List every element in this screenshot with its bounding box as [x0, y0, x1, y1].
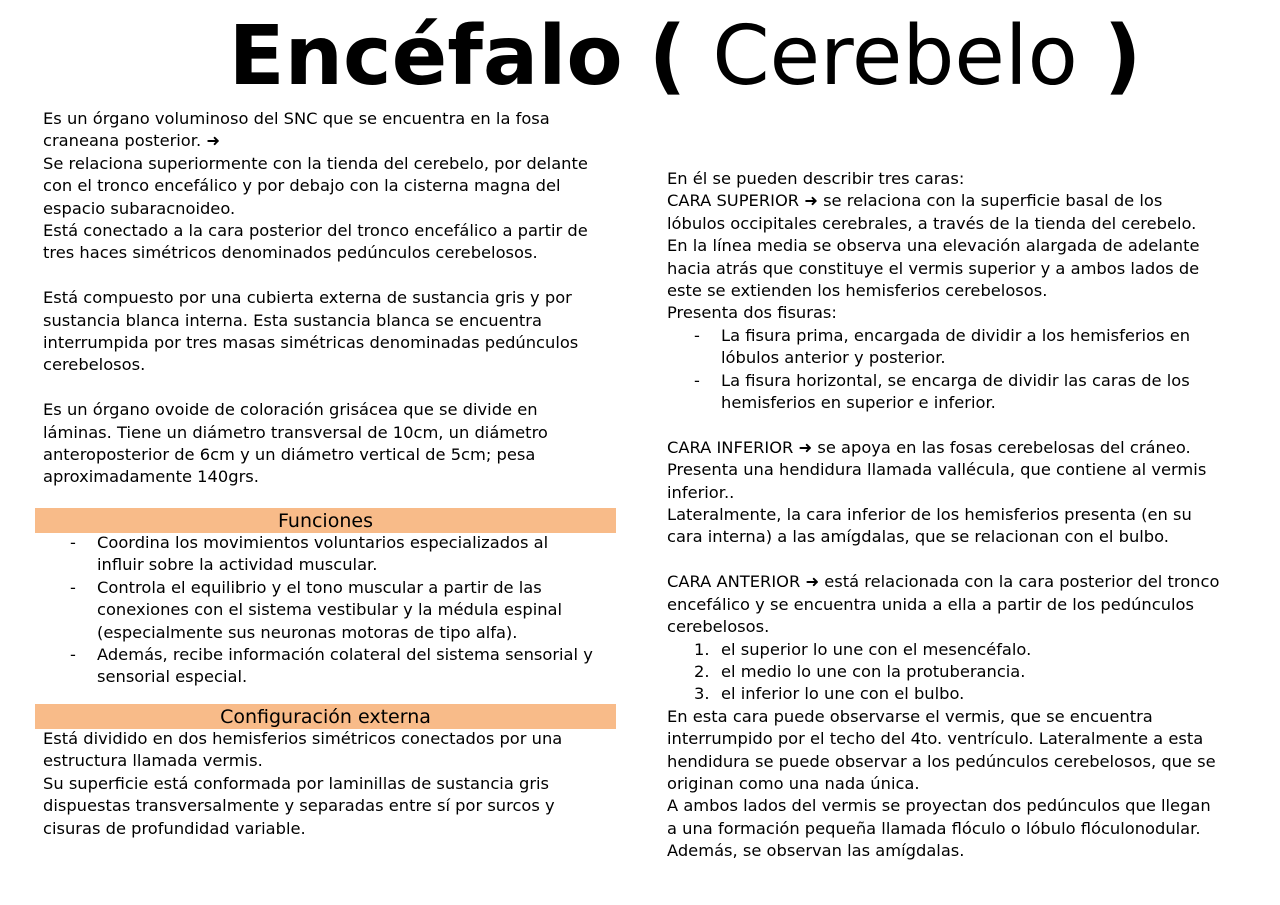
title-close-paren: ) — [1103, 9, 1142, 104]
list-item — [667, 683, 1247, 705]
text-line: Está conectado a la cara posterior del tronco encefálico a partir de — [43, 221, 588, 241]
funciones-list — [43, 532, 618, 689]
text-line: hendidura se puede observar a los pedúnculos cerebelosos, que se — [667, 751, 1216, 771]
list-item — [667, 325, 1247, 370]
text-line: con el tronco encefálico y por debajo con la cisterna magna del — [43, 176, 561, 196]
list-item — [667, 639, 1247, 661]
section-heading-funciones: Funciones — [35, 508, 616, 533]
text-line: este se extienden los hemisferios cerebelosos. — [667, 281, 1048, 301]
text-line: cisuras de profundidad variable. — [43, 818, 306, 838]
list-marker: - — [70, 645, 76, 665]
list-marker: - — [70, 533, 76, 552]
text-line: hacia atrás que constituye el vermis superior y a ambos lados de — [667, 258, 1200, 278]
list-item — [43, 644, 618, 689]
list-item-line: (especialmente sus neuronas motoras de tipo alfa). — [97, 622, 518, 642]
list-item — [43, 532, 618, 577]
list-item-line: hemisferios en superior e inferior. — [721, 393, 996, 413]
list-item — [43, 577, 618, 644]
text-line: A ambos lados del vermis se proyectan dos pedúnculos que llegan — [667, 796, 1211, 816]
text-line: encefálico y se encuentra unida a ella a partir de los pedúnculos — [667, 594, 1194, 614]
text-line: Es un órgano ovoide de coloración grisácea que se divide en — [43, 400, 538, 420]
list-item-line: La fisura horizontal, se encarga de dividir las caras de los — [721, 370, 1190, 390]
text-line: CARA ANTERIOR ➜ está relacionada con la cara posterior del tronco — [667, 572, 1220, 592]
text-line: espacio subaracnoideo. — [43, 198, 236, 218]
text-line: Lateralmente, la cara inferior de los hemisferios presenta (en su — [667, 505, 1192, 525]
text-line: Además, se observan las amígdalas. — [667, 841, 965, 861]
funciones-section — [43, 532, 618, 689]
list-marker: 3. — [694, 684, 710, 704]
text-line — [43, 377, 618, 399]
pedunculos-list — [667, 639, 1247, 706]
cara-anterior-text — [667, 571, 1247, 638]
text-line: interrumpida por tres masas simétricas denominadas pedúnculos — [43, 333, 579, 353]
list-marker: - — [70, 577, 76, 597]
text-line: interrumpido por el techo del 4to. ventrículo. Lateralmente a esta — [667, 729, 1204, 749]
text-line: Presenta dos fisuras: — [667, 303, 837, 323]
text-line: CARA INFERIOR ➜ se apoya en las fosas cerebelosas del cráneo. — [667, 437, 1191, 457]
list-item-line: Además, recibe información colateral del sistema sensorial y — [97, 645, 593, 665]
cara-inferior-text — [667, 437, 1247, 549]
text-line: En la línea media se observa una elevación alargada de adelante — [667, 236, 1200, 256]
title-main: Encéfalo — [228, 9, 623, 104]
cara-anterior-final-text — [667, 706, 1247, 863]
text-line: craneana posterior. ➜ — [43, 131, 220, 151]
text-line: aproximadamente 140grs. — [43, 467, 259, 487]
list-marker: 2. — [694, 661, 710, 681]
text-line: En esta cara puede observarse el vermis, que se encuentra — [667, 706, 1153, 726]
right-column — [667, 168, 1247, 863]
text-line: estructura llamada vermis. — [43, 751, 263, 771]
text-line: Presenta una hendidura llamada vallécula, que contiene al vermis — [667, 460, 1207, 480]
text-line: Es un órgano voluminoso del SNC que se encuentra en la fosa — [43, 109, 550, 128]
list-item-line: lóbulos anterior y posterior. — [721, 348, 946, 368]
list-item-line: La fisura prima, encargada de dividir a los hemisferios en — [721, 325, 1191, 345]
text-line: originan como una nada única. — [667, 773, 920, 793]
text-line: láminas. Tiene un diámetro transversal de 10cm, un diámetro — [43, 422, 548, 442]
list-item — [667, 661, 1247, 683]
text-line: anteroposterior de 6cm y un diámetro vertical de 5cm; pesa — [43, 445, 536, 465]
text-line: a una formación pequeña llamada flóculo o lóbulo flóculonodular. — [667, 818, 1201, 838]
text-line: CARA SUPERIOR ➜ se relaciona con la superficie basal de los — [667, 191, 1163, 211]
intro-text — [43, 108, 618, 489]
text-line: tres haces simétricos denominados pedúnculos cerebelosos. — [43, 243, 538, 263]
page-title — [0, 8, 1280, 106]
text-line: En él se pueden describir tres caras: — [667, 169, 965, 188]
list-item-line: Controla el equilibrio y el tono muscular a partir de las — [97, 577, 542, 597]
text-line — [43, 265, 618, 287]
list-item-line: el superior lo une con el mesencéfalo. — [721, 639, 1032, 659]
text-line: Se relaciona superiormente con la tienda del cerebelo, por delante — [43, 153, 588, 173]
text-line: dispuestas transversalmente y separadas entre sí por surcos y — [43, 796, 555, 816]
text-line: cerebelosos. — [667, 617, 770, 637]
left-column — [43, 108, 618, 489]
text-line: Está compuesto por una cubierta externa de sustancia gris y por — [43, 288, 572, 308]
fisuras-list — [667, 325, 1247, 415]
list-item-line: el inferior lo une con el bulbo. — [721, 684, 965, 704]
cara-superior-text — [667, 168, 1247, 325]
configuracion-text — [43, 728, 618, 840]
section-heading-configuracion: Configuración externa — [35, 704, 616, 729]
text-line: Está dividido en dos hemisferios simétricos conectados por una — [43, 729, 563, 748]
list-marker: 1. — [694, 639, 710, 659]
configuracion-section — [43, 728, 618, 840]
text-line: cara interna) a las amígdalas, que se relacionan con el bulbo. — [667, 527, 1169, 547]
title-open-paren: ( — [648, 9, 687, 104]
list-item-line: Coordina los movimientos voluntarios especializados al — [97, 533, 549, 552]
text-line: sustancia blanca interna. Esta sustancia blanca se encuentra — [43, 310, 542, 330]
title-sub: Cerebelo — [712, 9, 1078, 104]
list-marker: - — [694, 370, 700, 390]
list-item-line: sensorial especial. — [97, 667, 248, 687]
text-line: lóbulos occipitales cerebrales, a través de la tienda del cerebelo. — [667, 213, 1197, 233]
list-item-line: el medio lo une con la protuberancia. — [721, 661, 1026, 681]
text-line: cerebelosos. — [43, 355, 146, 375]
list-marker: - — [694, 325, 700, 345]
list-item — [667, 370, 1247, 415]
text-line: Su superficie está conformada por laminillas de sustancia gris — [43, 773, 550, 793]
text-line: inferior.. — [667, 482, 735, 502]
list-item-line: conexiones con el sistema vestibular y la médula espinal — [97, 600, 563, 620]
list-item-line: influir sobre la actividad muscular. — [97, 555, 378, 575]
